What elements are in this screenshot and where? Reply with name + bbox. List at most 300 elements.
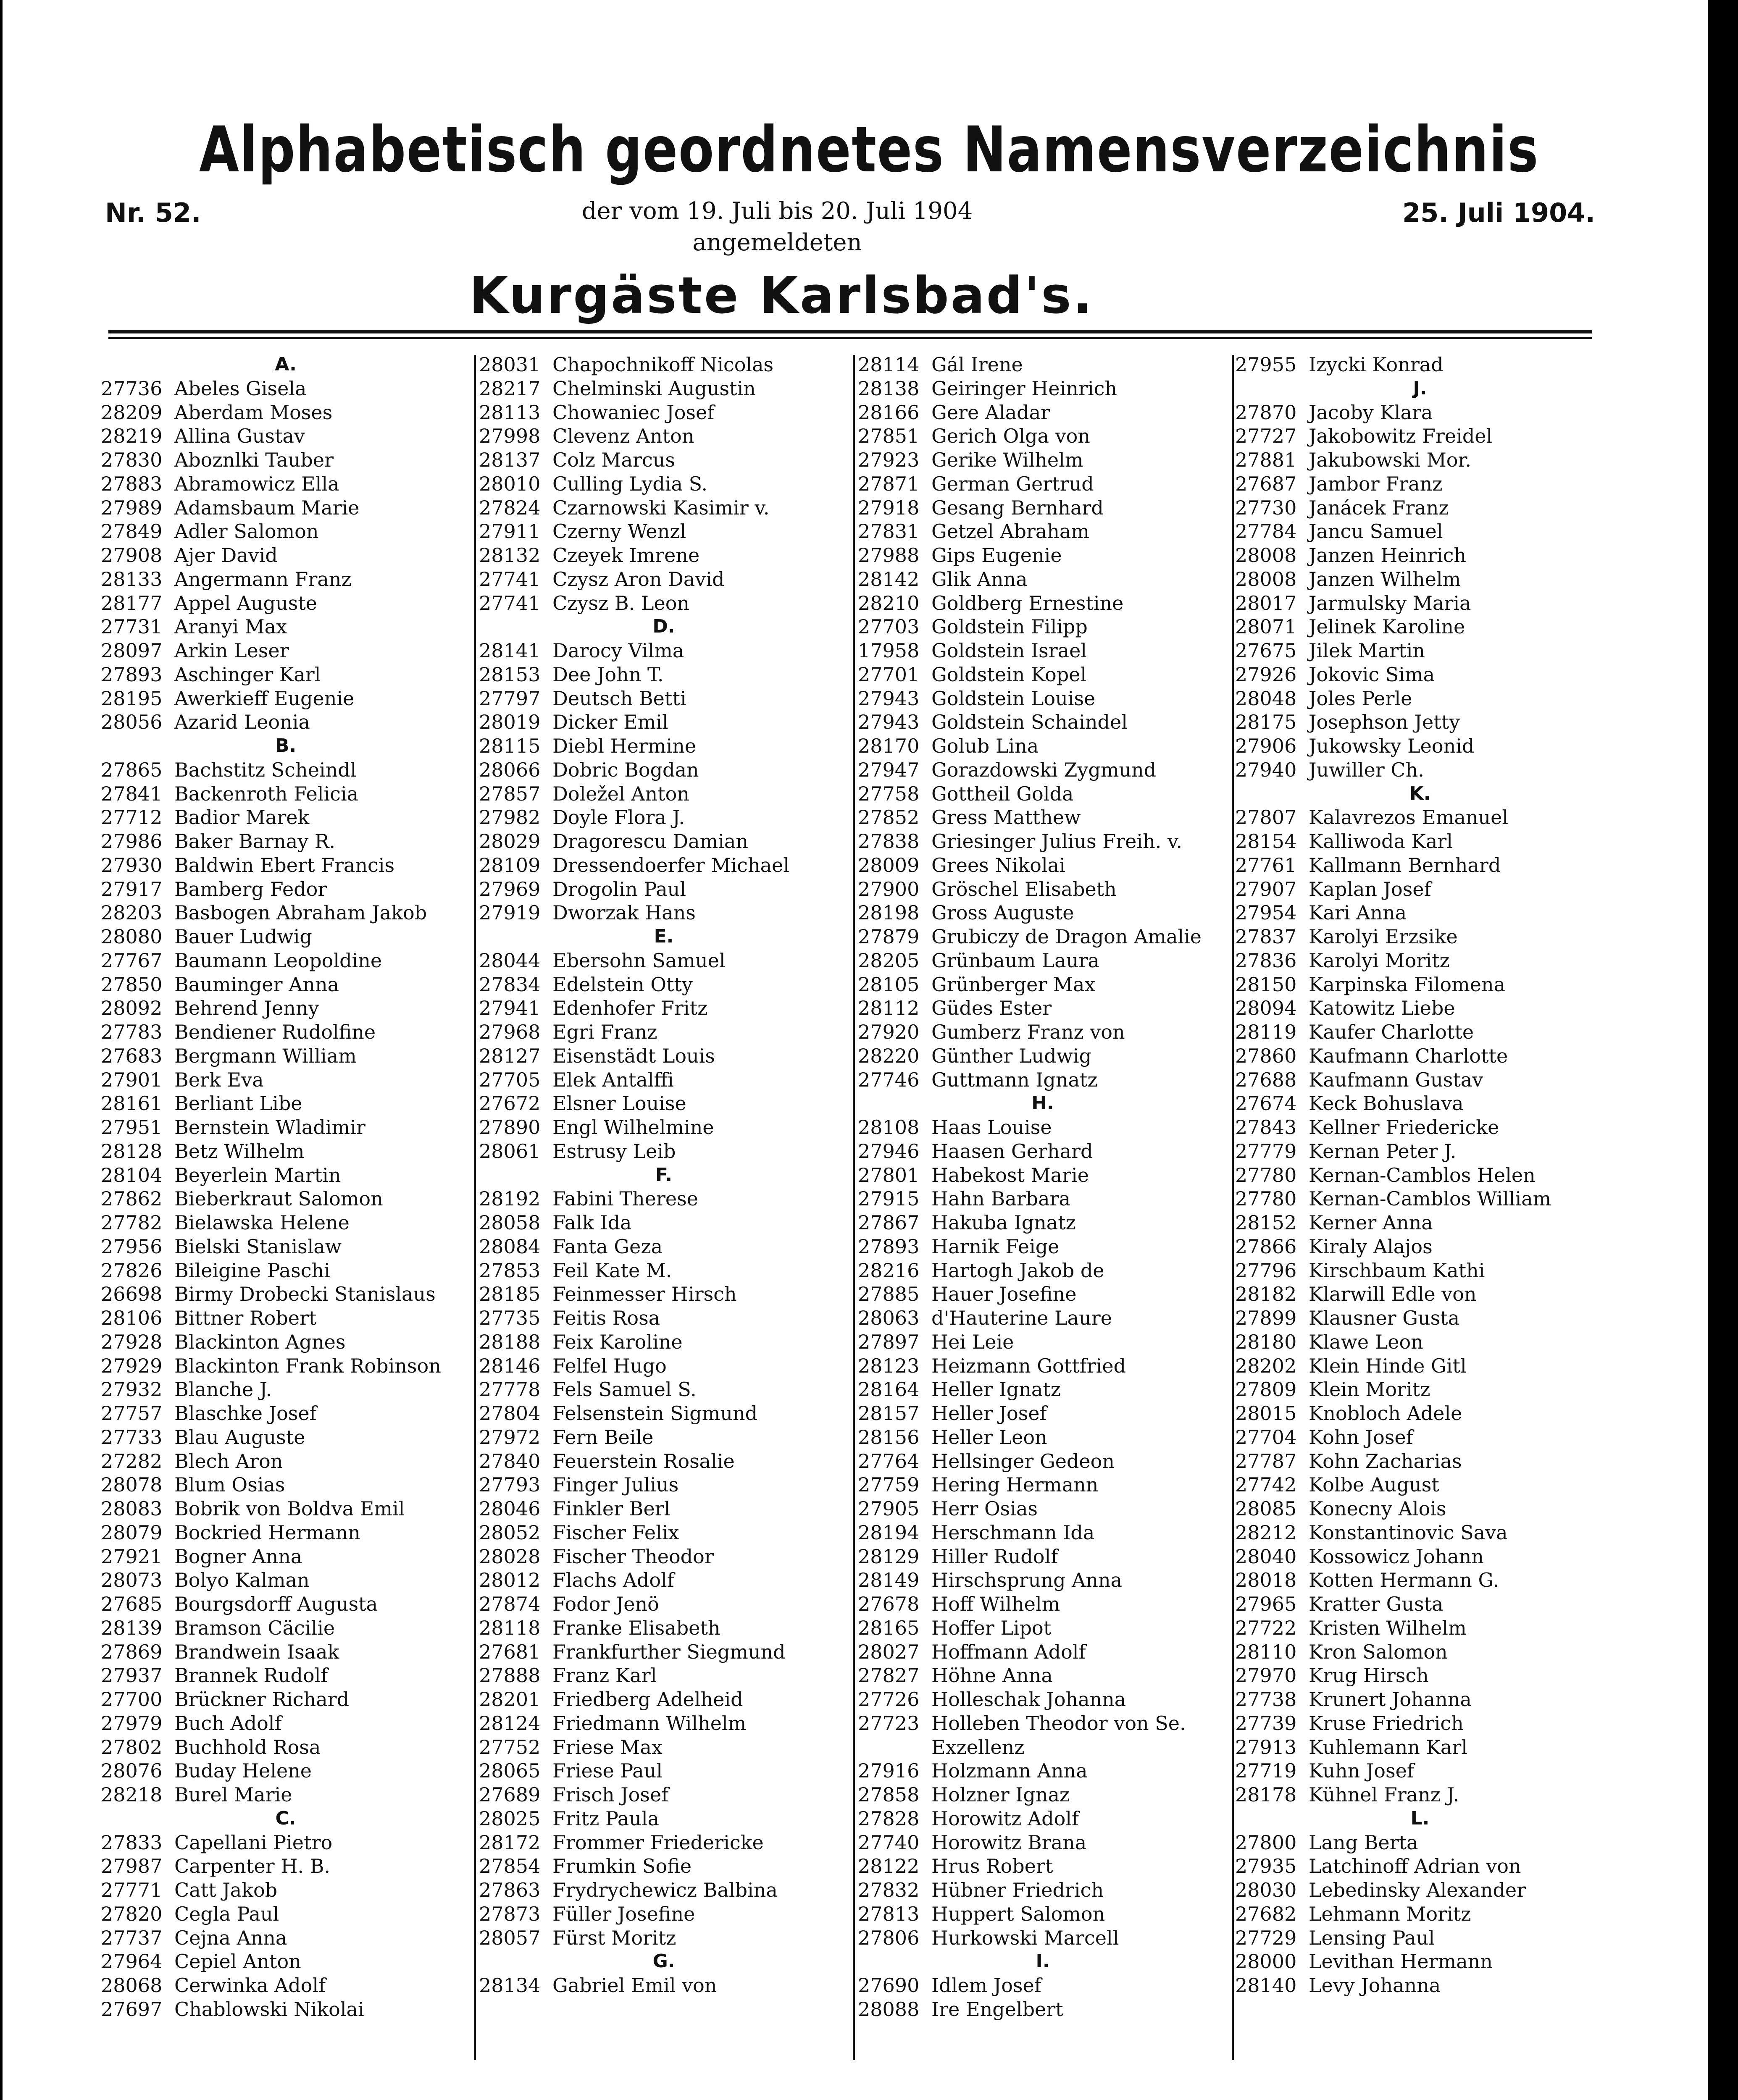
guest-number: 28097 bbox=[101, 639, 163, 662]
guest-name: Bamberg Fedor bbox=[174, 877, 327, 900]
guest-number: 28109 bbox=[479, 853, 541, 877]
guest-number: 28175 bbox=[1235, 711, 1297, 734]
guest-number: 28185 bbox=[479, 1283, 541, 1306]
guest-name: Adler Salomon bbox=[174, 520, 319, 543]
guest-number: 28083 bbox=[101, 1497, 163, 1520]
guest-name: Fanta Geza bbox=[552, 1235, 663, 1258]
list-item bbox=[479, 1854, 849, 1878]
guest-name: Kolbe August bbox=[1309, 1473, 1439, 1496]
guest-name: Fürst Moritz bbox=[552, 1926, 676, 1949]
list-item bbox=[858, 1568, 1228, 1592]
list-item bbox=[1235, 1592, 1605, 1616]
guest-number: 28165 bbox=[858, 1616, 920, 1639]
guest-number: 27946 bbox=[858, 1139, 920, 1163]
list-item bbox=[101, 1235, 471, 1259]
list-item bbox=[858, 1068, 1228, 1092]
list-item bbox=[858, 1545, 1228, 1569]
guest-number: 27675 bbox=[1235, 639, 1297, 662]
list-item bbox=[101, 1282, 471, 1306]
guest-name: Gabriel Emil von bbox=[552, 1974, 717, 1997]
guest-name: Konecny Alois bbox=[1309, 1497, 1446, 1520]
list-item bbox=[1235, 615, 1605, 639]
guest-number: 27733 bbox=[101, 1425, 163, 1449]
guest-number: 27701 bbox=[858, 663, 920, 686]
guest-name: Idlem Josef bbox=[931, 1974, 1041, 1997]
guest-number: 28065 bbox=[479, 1759, 541, 1782]
list-item bbox=[479, 1306, 849, 1330]
guest-name: Kernan Peter J. bbox=[1309, 1139, 1457, 1163]
list-item bbox=[101, 687, 471, 711]
list-item bbox=[101, 1402, 471, 1425]
guest-number: 17958 bbox=[858, 639, 920, 662]
guest-name: Bachstitz Scheindl bbox=[174, 758, 357, 781]
guest-name: Kühnel Franz J. bbox=[1309, 1783, 1459, 1806]
guest-name: Gröschel Elisabeth bbox=[931, 877, 1117, 900]
guest-number: 28104 bbox=[101, 1163, 163, 1186]
guest-name: Grees Nikolai bbox=[931, 853, 1065, 877]
guest-number: 27860 bbox=[1235, 1044, 1297, 1067]
guest-name: Habekost Marie bbox=[931, 1163, 1089, 1186]
guest-number: 27833 bbox=[101, 1831, 163, 1854]
list-item bbox=[858, 830, 1228, 853]
list-item bbox=[101, 472, 471, 496]
list-item bbox=[479, 543, 849, 567]
guest-number: 27865 bbox=[101, 758, 163, 781]
guest-name: Hoffer Lipot bbox=[931, 1616, 1052, 1639]
list-item bbox=[858, 520, 1228, 543]
list-item bbox=[1235, 1950, 1605, 1974]
guest-name: Gumberz Franz von bbox=[931, 1021, 1125, 1043]
guest-number: 27767 bbox=[101, 949, 163, 972]
guest-name: Klawe Leon bbox=[1309, 1330, 1423, 1353]
guest-name: Bauminger Anna bbox=[174, 973, 339, 996]
list-item bbox=[1235, 1139, 1605, 1163]
guest-name: Kron Salomon bbox=[1309, 1640, 1448, 1663]
guest-number: 28216 bbox=[858, 1259, 920, 1282]
guest-name: Clevenz Anton bbox=[552, 425, 694, 448]
guest-name: Aberdam Moses bbox=[174, 401, 333, 424]
guest-number: 28150 bbox=[1235, 973, 1297, 996]
guest-number: 28068 bbox=[101, 1974, 163, 1997]
guest-number: 27282 bbox=[101, 1449, 163, 1473]
list-item bbox=[858, 1592, 1228, 1616]
guest-name: Behrend Jenny bbox=[174, 997, 319, 1020]
guest-name: Hiller Rudolf bbox=[931, 1545, 1058, 1568]
guest-number: 27911 bbox=[479, 520, 541, 543]
list-item bbox=[101, 1116, 471, 1139]
list-item bbox=[101, 1259, 471, 1283]
guest-number: 28000 bbox=[1235, 1950, 1297, 1973]
guest-name: Eisenstädt Louis bbox=[552, 1044, 715, 1067]
guest-name: Kaufmann Charlotte bbox=[1309, 1044, 1508, 1067]
guest-name: Konstantinovic Sava bbox=[1309, 1521, 1508, 1544]
guest-number: 27969 bbox=[479, 877, 541, 900]
list-item bbox=[1235, 1568, 1605, 1592]
guest-number: 27771 bbox=[101, 1879, 163, 1901]
guest-name: Angermann Franz bbox=[174, 567, 352, 591]
list-item bbox=[479, 973, 849, 997]
guest-name: Carpenter H. B. bbox=[174, 1855, 331, 1878]
guest-name: Cejna Anna bbox=[174, 1926, 287, 1949]
list-item bbox=[858, 1259, 1228, 1283]
guest-name: Frumkin Sofie bbox=[552, 1855, 692, 1878]
guest-number: 28124 bbox=[479, 1712, 541, 1735]
guest-number: 27727 bbox=[1235, 425, 1297, 448]
list-item bbox=[1235, 1902, 1605, 1926]
guest-name: Fritz Paula bbox=[552, 1807, 660, 1830]
list-item bbox=[479, 877, 849, 901]
list-item bbox=[101, 1545, 471, 1569]
list-item bbox=[858, 1878, 1228, 1902]
list-item bbox=[1235, 1282, 1605, 1306]
guest-number: 27780 bbox=[1235, 1187, 1297, 1210]
guest-number: 27793 bbox=[479, 1473, 541, 1496]
guest-number: 27890 bbox=[479, 1116, 541, 1139]
guest-number: 27982 bbox=[479, 806, 541, 829]
guest-name: Jakubowski Mor. bbox=[1309, 449, 1472, 471]
guest-number: 28161 bbox=[101, 1092, 163, 1115]
list-item bbox=[1235, 734, 1605, 758]
list-item bbox=[101, 1497, 471, 1521]
list-item bbox=[858, 639, 1228, 663]
date-range: der vom 19. Juli bis 20. Juli 1904 bbox=[581, 197, 973, 225]
guest-name: Bergmann William bbox=[174, 1044, 357, 1067]
guest-number: 27712 bbox=[101, 806, 163, 829]
guest-number: 28153 bbox=[479, 663, 541, 686]
guest-number: 28106 bbox=[101, 1307, 163, 1329]
list-item bbox=[1235, 1974, 1605, 1998]
section-letter: G. bbox=[652, 1950, 675, 1972]
guest-name: Basbogen Abraham Jakob bbox=[174, 901, 427, 924]
guest-name: Friese Paul bbox=[552, 1759, 663, 1782]
list-item bbox=[858, 1902, 1228, 1926]
list-item bbox=[479, 1759, 849, 1783]
list-item bbox=[479, 591, 849, 615]
list-item bbox=[101, 1139, 471, 1163]
guest-number: 27796 bbox=[1235, 1259, 1297, 1282]
guest-name: Günther Ludwig bbox=[931, 1044, 1092, 1067]
guest-name: Gere Aladar bbox=[931, 401, 1050, 424]
guest-name: Karolyi Erzsike bbox=[1309, 925, 1458, 948]
list-item bbox=[1235, 472, 1605, 496]
list-item bbox=[101, 1759, 471, 1783]
guest-number: 27806 bbox=[858, 1926, 920, 1949]
guest-number: 27941 bbox=[479, 997, 541, 1020]
list-item bbox=[858, 567, 1228, 591]
guest-name: Birmy Drobecki Stanislaus bbox=[174, 1283, 436, 1306]
guest-number: 28220 bbox=[858, 1044, 920, 1067]
list-item bbox=[1235, 1163, 1605, 1187]
guest-number: 28010 bbox=[479, 472, 541, 495]
name-column-1 bbox=[101, 353, 471, 2021]
list-item bbox=[101, 496, 471, 520]
list-item bbox=[858, 472, 1228, 496]
list-item bbox=[479, 424, 849, 448]
column-divider bbox=[853, 355, 855, 2060]
section-letter: J. bbox=[1413, 377, 1427, 399]
guest-name: Glik Anna bbox=[931, 567, 1028, 591]
guest-number: 27926 bbox=[1235, 663, 1297, 686]
list-item bbox=[1235, 424, 1605, 448]
list-item bbox=[479, 1545, 849, 1569]
guest-number: 28217 bbox=[479, 377, 541, 400]
guest-number: 28030 bbox=[1235, 1879, 1297, 1901]
name-column-2 bbox=[479, 353, 849, 1998]
guest-number: 27916 bbox=[858, 1759, 920, 1782]
guest-number: 27737 bbox=[101, 1926, 163, 1949]
guest-number: 28058 bbox=[479, 1211, 541, 1234]
guest-number: 27899 bbox=[1235, 1307, 1297, 1329]
guest-number: 27932 bbox=[101, 1378, 163, 1401]
guest-number: 27986 bbox=[101, 830, 163, 853]
guest-name: Hurkowski Marcell bbox=[931, 1926, 1119, 1949]
guest-name: Kalavrezos Emanuel bbox=[1309, 806, 1509, 829]
guest-number: 27739 bbox=[1235, 1712, 1297, 1735]
guest-name: Egri Franz bbox=[552, 1021, 657, 1043]
guest-number: 27742 bbox=[1235, 1473, 1297, 1496]
list-item bbox=[858, 1282, 1228, 1306]
list-item bbox=[479, 1139, 849, 1163]
guest-number: 28084 bbox=[479, 1235, 541, 1258]
guest-number: 28180 bbox=[1235, 1330, 1297, 1353]
guest-number: 28152 bbox=[1235, 1211, 1297, 1234]
list-item bbox=[479, 639, 849, 663]
list-item bbox=[479, 1092, 849, 1116]
guest-number: 27869 bbox=[101, 1640, 163, 1663]
guest-name: d'Hauterine Laure bbox=[931, 1307, 1112, 1329]
guest-name: Holzner Ignaz bbox=[931, 1783, 1070, 1806]
guest-number: 28164 bbox=[858, 1378, 920, 1401]
list-item bbox=[479, 1402, 849, 1425]
list-item bbox=[479, 734, 849, 758]
guest-number: 28182 bbox=[1235, 1283, 1297, 1306]
list-item bbox=[858, 853, 1228, 877]
list-item bbox=[479, 1712, 849, 1735]
list-item bbox=[858, 1759, 1228, 1783]
guest-number: 28156 bbox=[858, 1425, 920, 1449]
guest-number: 27779 bbox=[1235, 1139, 1297, 1163]
section-letter: H. bbox=[1031, 1092, 1054, 1114]
guest-number: 27874 bbox=[479, 1593, 541, 1615]
list-item bbox=[1235, 1187, 1605, 1211]
list-item bbox=[101, 1998, 471, 2021]
list-item bbox=[858, 949, 1228, 973]
guest-number: 27761 bbox=[1235, 853, 1297, 877]
guest-name: Finger Julius bbox=[552, 1473, 679, 1496]
guest-name: Abramowicz Ella bbox=[174, 472, 339, 495]
section-letter: F. bbox=[655, 1164, 673, 1186]
list-item bbox=[858, 1020, 1228, 1044]
guest-name: Klein Moritz bbox=[1309, 1378, 1430, 1401]
guest-name: Höhne Anna bbox=[931, 1664, 1053, 1687]
guest-number: 28113 bbox=[479, 401, 541, 424]
guest-name: Kristen Wilhelm bbox=[1309, 1616, 1467, 1639]
list-item bbox=[101, 520, 471, 543]
guest-name: Czeyek Imrene bbox=[552, 544, 700, 567]
list-item bbox=[1235, 758, 1605, 782]
guest-name: Brückner Richard bbox=[174, 1688, 350, 1711]
guest-name: Ire Engelbert bbox=[931, 1998, 1063, 2021]
section-letter: L. bbox=[1410, 1807, 1430, 1829]
list-item bbox=[101, 1330, 471, 1354]
guest-name: Kari Anna bbox=[1309, 901, 1407, 924]
guest-number: 27705 bbox=[479, 1068, 541, 1091]
guest-number: 28166 bbox=[858, 401, 920, 424]
guest-number: 28046 bbox=[479, 1497, 541, 1520]
guest-number: 27764 bbox=[858, 1449, 920, 1473]
section-letter: I. bbox=[1036, 1950, 1050, 1972]
list-item bbox=[479, 1020, 849, 1044]
guest-number: 27729 bbox=[1235, 1926, 1297, 1949]
guest-number: 28177 bbox=[101, 591, 163, 614]
guest-name: Frisch Josef bbox=[552, 1783, 669, 1806]
list-item bbox=[1235, 1735, 1605, 1759]
guest-number: 27921 bbox=[101, 1545, 163, 1568]
list-item bbox=[858, 1473, 1228, 1497]
guest-number: 27682 bbox=[1235, 1902, 1297, 1925]
guest-name: Estrusy Leib bbox=[552, 1139, 676, 1163]
list-item bbox=[101, 1425, 471, 1449]
guest-name: Lang Berta bbox=[1309, 1831, 1418, 1854]
guest-name: Jarmulsky Maria bbox=[1309, 591, 1471, 614]
section-letter: E. bbox=[654, 926, 674, 947]
list-item bbox=[479, 1664, 849, 1688]
guest-name: German Gertrud bbox=[931, 472, 1094, 495]
guest-name: Jambor Franz bbox=[1309, 472, 1443, 495]
list-item bbox=[1235, 1044, 1605, 1068]
guest-number: 28040 bbox=[1235, 1545, 1297, 1568]
list-item bbox=[101, 996, 471, 1020]
guest-number: 28066 bbox=[479, 758, 541, 781]
guest-number: 27681 bbox=[479, 1640, 541, 1663]
list-item bbox=[858, 1378, 1228, 1402]
section-letter: K. bbox=[1409, 782, 1431, 804]
guest-name: Levithan Hermann bbox=[1309, 1950, 1493, 1973]
guest-number: 26698 bbox=[101, 1283, 163, 1306]
list-item bbox=[479, 1044, 849, 1068]
guest-name: Blau Auguste bbox=[174, 1425, 305, 1449]
guest-name: Frankfurther Siegmund bbox=[552, 1640, 786, 1663]
guest-name: Catt Jakob bbox=[174, 1879, 278, 1901]
guest-name: Fern Beile bbox=[552, 1425, 654, 1449]
guest-name: Grünbaum Laura bbox=[931, 949, 1099, 972]
guest-number: 27951 bbox=[101, 1116, 163, 1139]
guest-name: Ajer David bbox=[174, 544, 278, 567]
header-rule-thick bbox=[108, 330, 1592, 333]
guest-number: 27780 bbox=[1235, 1163, 1297, 1186]
guest-name: Blum Osias bbox=[174, 1473, 285, 1496]
list-item bbox=[479, 1259, 849, 1283]
list-item bbox=[479, 710, 849, 734]
guest-name: Grubiczy de Dragon Amalie bbox=[931, 925, 1202, 948]
guest-number: 27741 bbox=[479, 591, 541, 614]
guest-name: Kratter Gusta bbox=[1309, 1593, 1444, 1615]
guest-number: 28008 bbox=[1235, 567, 1297, 591]
list-item bbox=[1235, 1521, 1605, 1545]
list-item bbox=[858, 1402, 1228, 1425]
list-item bbox=[101, 1473, 471, 1497]
list-item bbox=[101, 1688, 471, 1712]
guest-number: 28112 bbox=[858, 997, 920, 1020]
list-item bbox=[479, 1187, 849, 1211]
list-item bbox=[101, 1378, 471, 1402]
list-item bbox=[479, 496, 849, 520]
guest-number: 28138 bbox=[858, 377, 920, 400]
list-item bbox=[479, 758, 849, 782]
guest-name: Kruse Friedrich bbox=[1309, 1712, 1464, 1735]
guest-name: Arkin Leser bbox=[174, 639, 289, 662]
guest-number: 28012 bbox=[479, 1569, 541, 1592]
section-letter: C. bbox=[275, 1807, 296, 1829]
guest-name: Flachs Adolf bbox=[552, 1569, 674, 1592]
guest-number: 27989 bbox=[101, 496, 163, 519]
guest-name: Kallmann Bernhard bbox=[1309, 853, 1501, 877]
guest-number: 27851 bbox=[858, 425, 920, 448]
guest-name: Chelminski Augustin bbox=[552, 377, 756, 400]
guest-number: 27929 bbox=[101, 1354, 163, 1377]
guest-name: Hoff Wilhelm bbox=[931, 1593, 1060, 1615]
guest-name: Elek Antalffi bbox=[552, 1068, 674, 1091]
list-item bbox=[479, 1831, 849, 1855]
guest-number: 28195 bbox=[101, 687, 163, 710]
guest-number: 28140 bbox=[1235, 1974, 1297, 1997]
list-item bbox=[101, 567, 471, 591]
guest-number: 28085 bbox=[1235, 1497, 1297, 1520]
guest-name: Blackinton Agnes bbox=[174, 1330, 346, 1353]
list-item bbox=[1235, 1497, 1605, 1521]
list-item bbox=[101, 901, 471, 925]
guest-number: 27964 bbox=[101, 1950, 163, 1973]
guest-name: Goldstein Schaindel bbox=[931, 711, 1128, 734]
guest-number: 27883 bbox=[101, 472, 163, 495]
guest-number: 27879 bbox=[858, 925, 920, 948]
guest-number: 28019 bbox=[479, 711, 541, 734]
list-item bbox=[101, 1902, 471, 1926]
guest-name: Kaplan Josef bbox=[1309, 877, 1431, 900]
list-item bbox=[479, 1235, 849, 1259]
guest-name: Bendiener Rudolfine bbox=[174, 1021, 376, 1043]
guest-number: 27920 bbox=[858, 1021, 920, 1043]
guest-name: Golub Lina bbox=[931, 735, 1039, 757]
list-item bbox=[479, 853, 849, 877]
guest-number: 28154 bbox=[1235, 830, 1297, 853]
guest-name: Hahn Barbara bbox=[931, 1187, 1070, 1210]
list-item bbox=[479, 567, 849, 591]
list-item bbox=[101, 1068, 471, 1092]
guest-number: 28115 bbox=[479, 735, 541, 757]
guest-number: 27685 bbox=[101, 1593, 163, 1615]
guest-number: 27863 bbox=[479, 1879, 541, 1901]
guest-number: 27832 bbox=[858, 1879, 920, 1901]
guest-name: Hrus Robert bbox=[931, 1855, 1053, 1878]
guest-name: Lebedinsky Alexander bbox=[1309, 1879, 1526, 1901]
guest-number: 27820 bbox=[101, 1902, 163, 1925]
guest-number: 28205 bbox=[858, 949, 920, 972]
guest-name: Brannek Rudolf bbox=[174, 1664, 328, 1687]
guest-number: 27937 bbox=[101, 1664, 163, 1687]
list-item bbox=[858, 973, 1228, 997]
list-item bbox=[479, 1116, 849, 1139]
guest-name: Aranyi Max bbox=[174, 615, 287, 638]
guest-number: 28218 bbox=[101, 1783, 163, 1806]
guest-number: 27885 bbox=[858, 1283, 920, 1306]
guest-name: Güdes Ester bbox=[931, 997, 1052, 1020]
guest-number: 27672 bbox=[479, 1092, 541, 1115]
list-item bbox=[101, 401, 471, 425]
guest-name: Kaufer Charlotte bbox=[1309, 1021, 1474, 1043]
guest-number: 28027 bbox=[858, 1640, 920, 1663]
guest-name: Doležel Anton bbox=[552, 782, 689, 805]
